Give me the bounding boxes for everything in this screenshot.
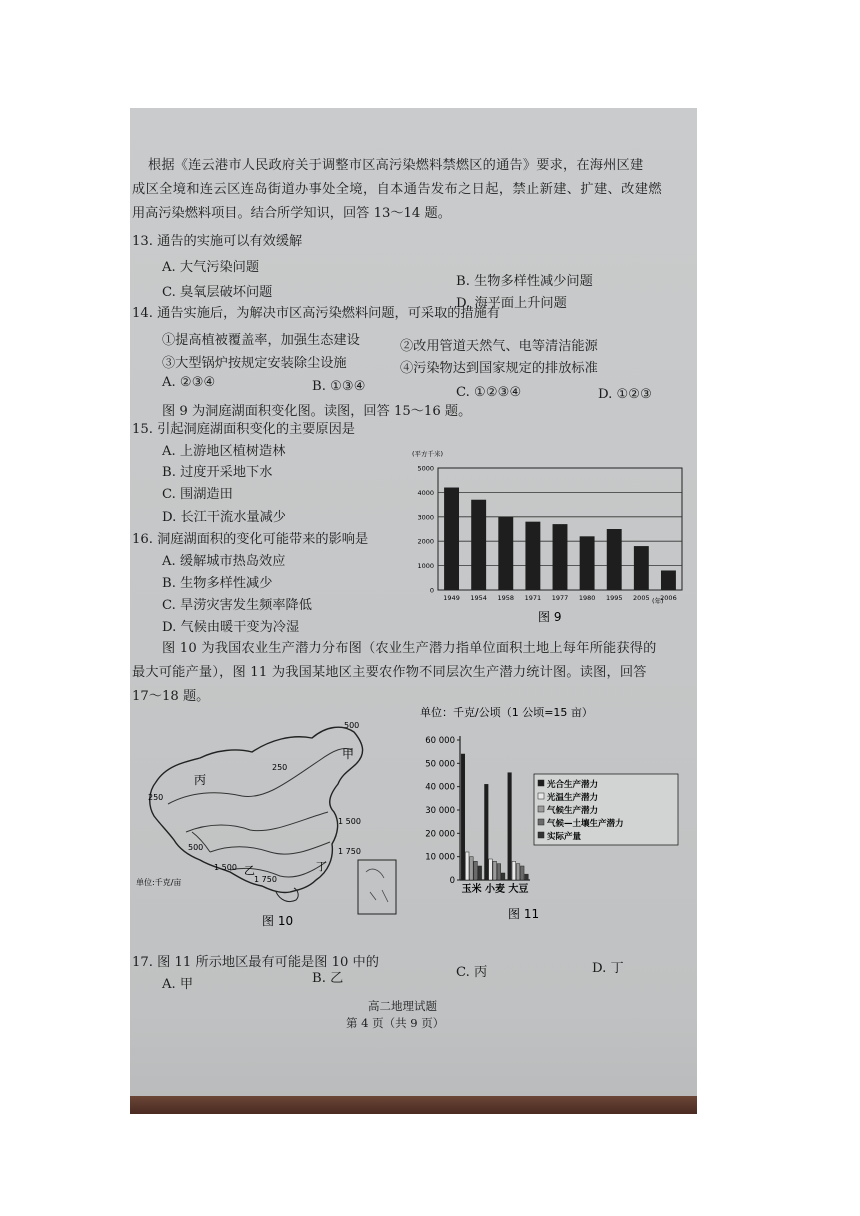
fig10-caption: 图 10 (262, 914, 294, 928)
contour-label-1500-b: 1 500 (214, 863, 237, 872)
china-outline (150, 727, 363, 892)
fig11-legend-label: 光合生产潜力 (547, 780, 599, 790)
q16-option-d: D. 气候由暖干变为冷湿 (162, 620, 300, 635)
contour-label-500-b: 500 (188, 843, 204, 852)
q13-option-b: B. 生物多样性减少问题 (456, 274, 593, 289)
q17-stem: 17. 图 11 所示地区最有可能是图 10 中的 (132, 955, 379, 970)
fig9-xtick-label: 1995 (605, 594, 623, 602)
fig10-intro-line-3: 17～18 题。 (132, 689, 210, 704)
fig9-bar (525, 522, 540, 590)
fig9-xtick-label: 2006 (660, 594, 677, 602)
table-edge (130, 1096, 697, 1114)
map-unit: 单位:千克/亩 (136, 878, 182, 887)
fig11-legend-label: 气候生产潜力 (547, 806, 599, 816)
fig11-ytick-label: 20 000 (425, 829, 455, 840)
fig9-ytick-label: 1000 (417, 562, 434, 571)
q17-option-b: B. 乙 (312, 971, 344, 986)
fig11-xtick-label: 小麦 (485, 884, 505, 895)
fig9-ytick-label: 3000 (417, 513, 434, 522)
q13-option-c: C. 臭氧层破坏问题 (162, 285, 273, 300)
intro-line-1: 根据《连云港市人民政府关于调整市区高污染燃料禁燃区的通告》要求，在海州区建 (148, 158, 644, 173)
south-sea-inset (358, 860, 396, 914)
fig9-ytick-label: 2000 (417, 537, 434, 546)
fig11-xtick-label: 玉米 (461, 884, 482, 895)
contour-label-250-a: 250 (272, 763, 288, 772)
fig11-ytick-label: 30 000 (425, 806, 455, 816)
contour-label-250-b: 250 (148, 793, 164, 802)
q14-option-a: A. ②③④ (162, 375, 216, 390)
fig11-title: 单位：千克/公顷（1 公顷=15 亩） (420, 706, 593, 719)
fig11-ytick-label: 10 000 (425, 852, 455, 863)
fig9-caption: 图 9 (538, 610, 562, 624)
q16-stem: 16. 洞庭湖面积的变化可能带来的影响是 (132, 532, 369, 547)
fig10-intro-line-1: 图 10 为我国农业生产潜力分布图（农业生产潜力指单位面积土地上每年所能获得的 (162, 641, 657, 656)
q14-option-c: C. ①②③④ (456, 385, 522, 400)
fig9-xtick-label: 1958 (497, 594, 515, 602)
fig9-bar (607, 529, 622, 590)
figure-10 (130, 720, 400, 930)
fig9-xtick-label: 1977 (551, 594, 569, 602)
q15-option-b: B. 过度开采地下水 (162, 465, 273, 480)
fig9-xunit: (年) (652, 597, 664, 605)
q15-stem: 15. 引起洞庭湖面积变化的主要原因是 (132, 422, 355, 437)
q17-option-a: A. 甲 (162, 977, 194, 992)
q14-item-4: ④污染物达到国家规定的排放标准 (400, 361, 598, 376)
fig11-ytick-label: 60 000 (425, 736, 455, 746)
fig11-bar (520, 866, 524, 880)
contour-label-500-a: 500 (344, 721, 360, 730)
q13-option-d: D. 海平面上升问题 (456, 296, 567, 311)
figure-9 (402, 448, 692, 628)
map-label-yi: 乙 (244, 864, 255, 877)
fig11-bar (497, 864, 501, 880)
footer-title: 高二地理试题 (368, 999, 437, 1013)
map-label-bing: 丙 (194, 773, 207, 787)
fig9-xtick-label: 1954 (470, 594, 487, 602)
q17-option-c: C. 丙 (456, 965, 488, 980)
fig9-ytick-label: 5000 (417, 464, 434, 473)
fig11-legend-swatch (538, 806, 544, 812)
fig11-ytick-label: 40 000 (425, 782, 455, 793)
footer-page: 第 4 页（共 9 页） (346, 1016, 445, 1030)
fig11-xtick-label: 大豆 (508, 884, 529, 895)
fig9-bar (580, 536, 595, 590)
q16-option-a: A. 缓解城市热岛效应 (162, 554, 286, 569)
q13-stem: 13. 通告的实施可以有效缓解 (132, 234, 303, 249)
fig11-bar (461, 754, 465, 880)
contour-label-1750-b: 1 750 (254, 875, 277, 884)
fig9-bar (634, 546, 649, 590)
fig9-bar (498, 517, 513, 590)
fig11-bar (512, 861, 516, 880)
fig11-legend-label: 气候—土壤生产潜力 (547, 819, 624, 829)
fig9-bar (444, 488, 459, 590)
fig9-xtick-label: 2005 (633, 594, 650, 602)
q14-item-1: ①提高植被覆盖率，加强生态建设 (162, 333, 360, 348)
q16-option-b: B. 生物多样性减少 (162, 576, 273, 591)
fig11-legend-label: 实际产量 (547, 832, 582, 842)
fig9-xtick-label: 1971 (524, 594, 542, 602)
q14-option-d: D. ①②③ (598, 387, 652, 402)
fig10-intro-line-2: 最大可能产量），图 11 为我国某地区主要农作物不同层次生产潜力统计图。读图，回答 (132, 665, 647, 680)
fig9-bar (553, 524, 568, 590)
figure-11 (412, 702, 697, 930)
fig11-bar (525, 874, 529, 880)
intro-line-3: 用高污染燃料项目。结合所学知识，回答 13～14 题。 (132, 206, 451, 221)
q16-option-c: C. 旱涝灾害发生频率降低 (162, 598, 312, 613)
contour-label-1750-a: 1 750 (338, 847, 361, 856)
fig9-xtick-label: 1980 (578, 594, 596, 602)
fig11-bar (470, 857, 474, 880)
q14-stem: 14. 通告实施后，为解决市区高污染燃料问题，可采取的措施有 (132, 306, 501, 321)
fig9-bar (471, 500, 486, 590)
fig11-legend-label: 光温生产潜力 (547, 793, 599, 803)
q15-option-a: A. 上游地区植树造林 (162, 444, 286, 459)
fig11-chart (412, 702, 697, 930)
fig11-bar (465, 852, 469, 880)
fig11-legend-swatch (538, 780, 544, 786)
fig11-bar (474, 861, 478, 880)
fig9-intro: 图 9 为洞庭湖面积变化图。读图，回答 15～16 题。 (162, 404, 472, 419)
contour-label-1500-a: 1 500 (338, 817, 361, 826)
fig9-ytick-label: 0 (429, 586, 434, 595)
q13-option-a: A. 大气污染问题 (162, 260, 260, 275)
fig9-xtick-label: 1949 (443, 594, 460, 602)
q15-option-c: C. 围湖造田 (162, 487, 233, 502)
fig11-bar (516, 864, 520, 880)
q15-option-d: D. 长江干流水量减少 (162, 510, 286, 525)
q17-option-d: D. 丁 (592, 961, 624, 976)
q14-option-b: B. ①③④ (312, 379, 366, 394)
fig9-ytick-label: 4000 (417, 488, 434, 497)
fig9-ylabel: (平方千米) (412, 450, 444, 458)
fig9-chart (402, 448, 692, 628)
fig11-bar (485, 784, 489, 880)
fig9-bar (661, 570, 676, 590)
fig11-caption: 图 11 (508, 907, 540, 921)
fig11-bar (508, 773, 512, 880)
q14-item-3: ③大型锅炉按规定安装除尘设施 (162, 356, 347, 371)
fig11-ytick-label: 0 (449, 876, 455, 886)
q14-item-2: ②改用管道天然气、电等清洁能源 (400, 339, 598, 354)
fig11-legend-swatch (538, 832, 544, 838)
fig11-bar (501, 873, 505, 880)
fig11-bar (478, 866, 482, 880)
china-map (130, 720, 400, 930)
fig11-ytick-label: 50 000 (425, 759, 455, 770)
fig11-bar (489, 859, 493, 880)
map-label-ding: 丁 (316, 860, 327, 873)
fig11-legend-swatch (538, 819, 544, 825)
map-label-jia: 甲 (342, 747, 355, 761)
exam-page (130, 108, 697, 1114)
fig11-bar (493, 861, 497, 880)
fig11-legend-swatch (538, 793, 544, 799)
intro-line-2: 成区全境和连云区连岛街道办事处全境，自本通告发布之日起，禁止新建、扩建、改建燃 (132, 182, 662, 197)
